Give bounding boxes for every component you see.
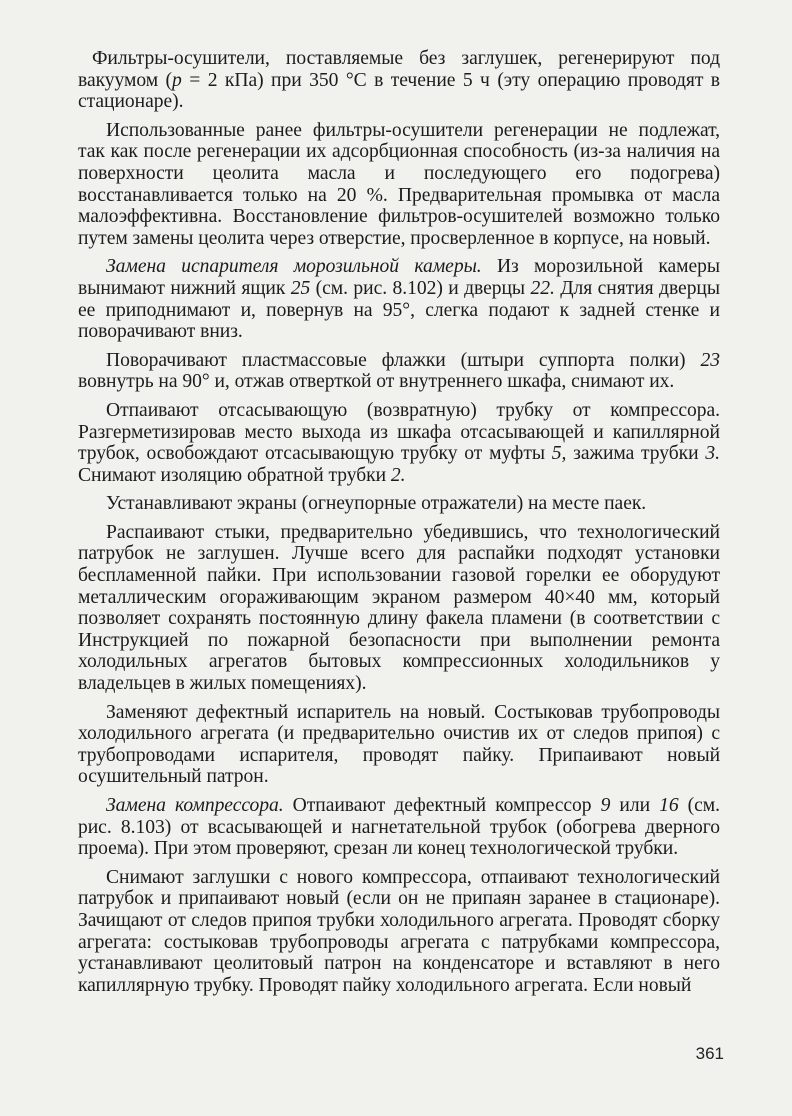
section-heading-evaporator: Замена испарителя морозильной камеры. [106, 256, 482, 278]
paragraph-desoldering: Распаивают стыки, предварительно убедившись, что технологический патрубок не заглушен. Лучше всего для распайки подходят установки беспламенной пайки. При использовании газовой горелки ее оборудуют металлическим огораживающим экраном размером 40×40 мм, который позволяет сохранять постоянную длину факела пламени (в соответствии с Инструкцией по пожарной безопасности при выполнении ремонта холодильных агрегатов бытовых компрессионных холодильников у владельцев в жилых помещениях). [78, 521, 720, 695]
paragraph-filter-regeneration: Фильтры-осушители, поставляемые без заглушек, регенерируют под вакуумом (p = 2 кПа) при 350 °С в течение 5 ч (эту операцию проводят в стационаре). [78, 48, 720, 113]
paragraph-screens: Устанавливают экраны (огнеупорные отражатели) на месте паек. [106, 493, 647, 515]
page-body [78, 48, 720, 1003]
paragraph-new-compressor: Снимают заглушки с нового компрессора, отпаивают технологический патрубок и припаивают новый (если он не припаян заранее в стационаре). Зачищают от следов припоя трубки холодильного агрегата. Проводят сборку агрегата: состыковав трубопроводы агрегата с патрубками компрессора, устанавливают цеолитовый патрон на конденсаторе и вставляют в него капиллярную трубку. Проводят пайку холодильного агрегата. Если новый [78, 866, 720, 996]
paragraph-compressor-replacement: Замена компрессора. Отпаивают дефектный компрессор 9 или 16 (см. рис. 8.103) от всасывающей и нагнетательной трубок (обогрева дверного проема). При этом проверяют, срезан ли конец технологической трубки. [78, 795, 720, 860]
paragraph-suction-tube: Отпаивают отсасывающую (возвратную) трубку от компрессора. Разгерметизировав место выхода из шкафа отсасывающей и капиллярной трубок, освобождают отсасывающую трубку от муфты 5, зажима трубки 3. Снимают изоляцию обратной трубки 2. [78, 399, 720, 486]
paragraph-shelf-flags: Поворачивают пластмассовые флажки (штыри суппорта полки) 23 вовнутрь на 90° и, отжав отверткой от внутреннего шкафа, снимают их. [78, 349, 720, 393]
page-number: 361 [695, 1044, 724, 1063]
section-heading-compressor: Замена компрессора. [106, 795, 284, 816]
paragraph-evaporator-new: Заменяют дефектный испаритель на новый. Состыковав трубопроводы холодильного агрегата (и предварительно очистив их от следов припоя) с трубопроводами испарителя, проводят пайку. Припаивают новый осушительный патрон. [78, 701, 720, 788]
paragraph-used-filters: Использованные ранее фильтры-осушители регенерации не подлежат, так как после регенерации их адсорбционная способность (из-за наличия на поверхности цеолита масла и последующего его подогрева) восстанавливается только на 20 %. Предварительная промывка от масла малоэффективна. Восстановление фильтров-осушителей возможно только путем замены цеолита через отверстие, просверленное в корпусе, на новый. [78, 119, 720, 249]
paragraph-evaporator-replacement: Замена испарителя морозильной камеры. Из морозильной камеры вынимают нижний ящик 25 (см. рис. 8.102) и дверцы 22. Для снятия дверцы ее приподнимают и, повернув на 95°, слегка подают к задней стенке и поворачивают вниз. [78, 256, 720, 343]
